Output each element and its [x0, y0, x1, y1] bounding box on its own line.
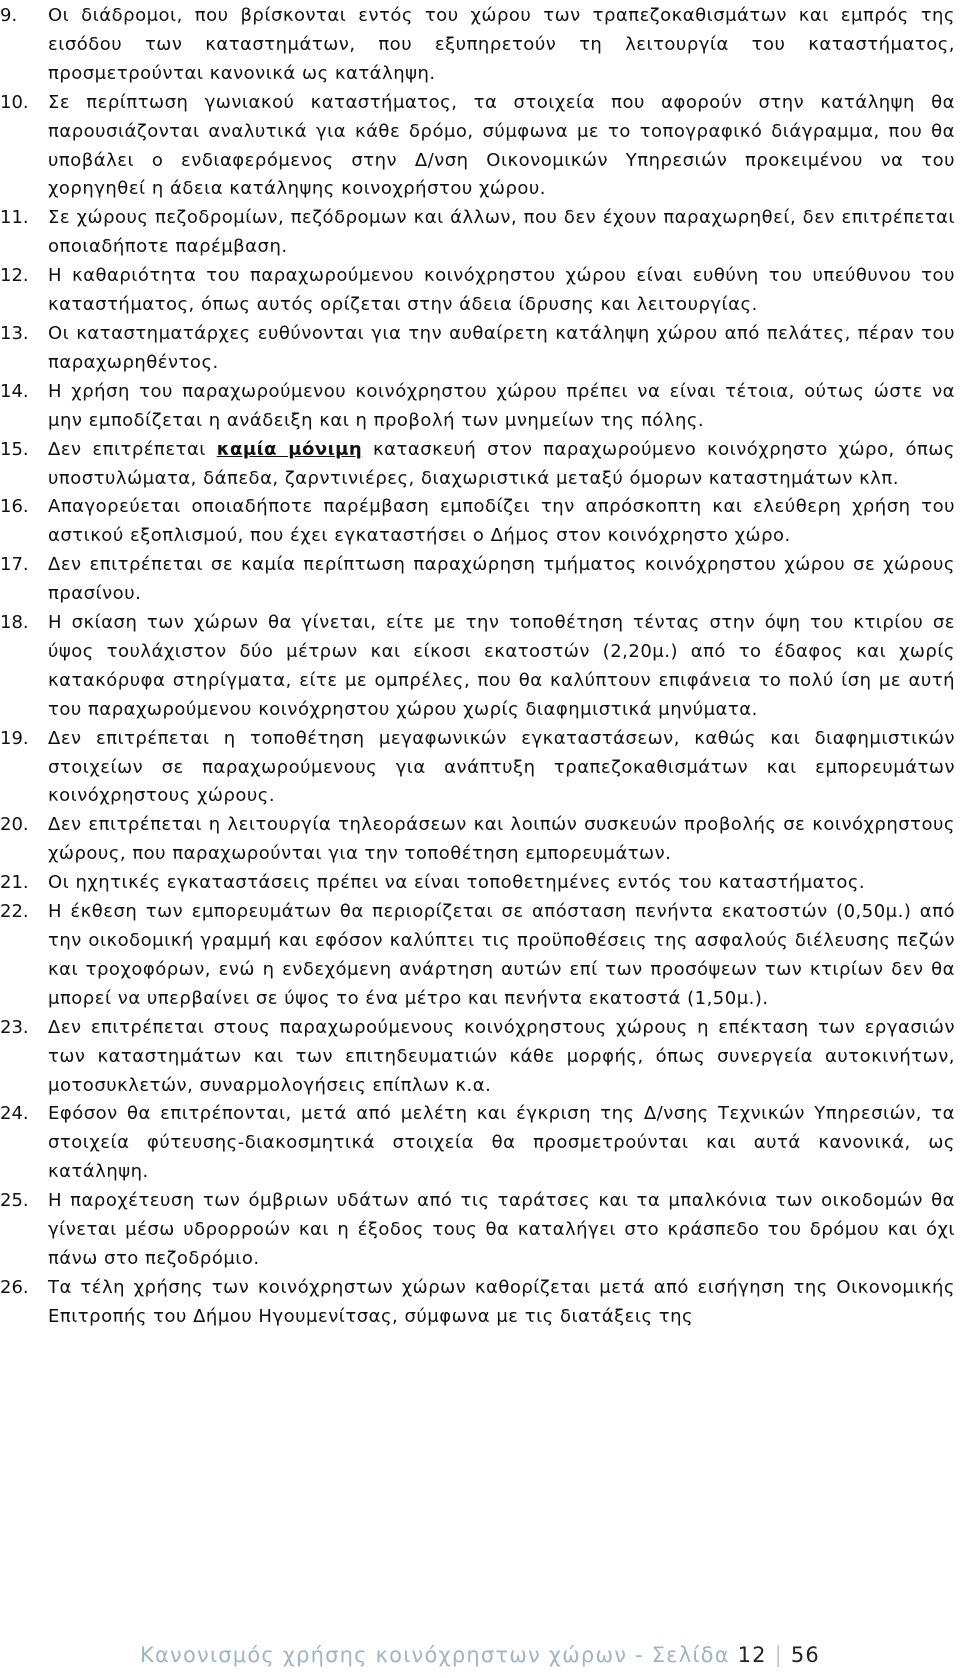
footer-separator: |: [774, 1643, 783, 1667]
list-item: [0, 1274, 955, 1332]
list-item: [0, 725, 955, 812]
item-number: 22.: [0, 901, 29, 923]
item-text: Απαγορεύεται οποιαδήποτε παρέμβαση εμποδίζει την απρόσκοπτη και ελεύθερη χρήση του αστικού εξοπλισμού, που έχει εγκαταστήσει ο Δήμος στον κοινόχρηστο χώρο.: [48, 496, 955, 547]
list-item: [0, 1187, 955, 1274]
item-number: 13.: [0, 322, 29, 344]
item-number: 10.: [0, 91, 29, 113]
item-number: 24.: [0, 1103, 29, 1125]
item-number: 18.: [0, 612, 29, 634]
item-text-before: Δεν επιτρέπεται: [48, 438, 217, 460]
item-number: 16.: [0, 496, 29, 518]
list-item: [0, 2, 955, 89]
list-item: [0, 262, 955, 320]
emphasis-text: καμία μόνιμη: [216, 438, 363, 460]
item-text: Οι ηχητικές εγκαταστάσεις πρέπει να είναι τοποθετημένες εντός του καταστήματος.: [48, 872, 866, 894]
list-item: [0, 1100, 955, 1187]
item-number: 20.: [0, 814, 29, 836]
item-text: Οι καταστηματάρχες ευθύνονται για την αυθαίρετη κατάληψη χώρου από πελάτες, πέραν του παραχωρηθέντος.: [48, 322, 955, 373]
page-footer: [0, 1643, 960, 1667]
item-text: Η καθαριότητα του παραχωρούμενου κοινόχρηστου χώρου είναι ευθύνη του υπεύθυνου του καταστήματος, όπως αυτός ορίζεται στην άδεια ίδρυσης και λειτουργίας.: [48, 265, 955, 316]
item-number: 19.: [0, 727, 29, 749]
footer-label: Κανονισμός χρήσης κοινόχρηστων χώρων - Σελίδα: [140, 1643, 738, 1667]
item-number: 25.: [0, 1190, 29, 1212]
list-item: [0, 436, 955, 494]
list-item: [0, 378, 955, 436]
item-text: Η παροχέτευση των όμβριων υδάτων από τις ταράτσες και τα μπαλκόνια των οικοδομών θα γίνεται μέσω υδρορροών και η έξοδος τους θα καταλήγει στο κράσπεδο του δρόμου και όχι πάνω στο πεζοδρόμιο.: [48, 1190, 955, 1269]
item-text: Η έκθεση των εμπορευμάτων θα περιορίζεται σε απόσταση πενήντα εκατοστών (0,50μ.) από την οικοδομική γραμμή και εφόσον καλύπτει τις προϋποθέσεις της ασφαλούς διέλευσης πεζών και τροχοφόρων, ενώ η ενδεχόμενη ανάρτηση αυτών επί των προσόψεων των κτιρίων δεν θα μπορεί να υπερβαίνει σε ύψος το ένα μέτρο και πενήντα εκατοστά (1,50μ.).: [48, 901, 955, 1009]
item-text: Η χρήση του παραχωρούμενου κοινόχρηστου χώρου πρέπει να είναι τέτοια, ούτως ώστε να μην εμποδίζεται η ανάδειξη και η προβολή των μνημείων της πόλης.: [48, 380, 955, 431]
list-item: [0, 493, 955, 551]
item-number: 12.: [0, 265, 29, 287]
item-number: 11.: [0, 207, 29, 229]
item-number: 26.: [0, 1276, 29, 1298]
item-text: Δεν επιτρέπεται στους παραχωρούμενους κοινόχρηστους χώρους η επέκταση των εργασιών των καταστημάτων και των επιτηδευματιών κάθε μορφής, όπως συνεργεία αυτοκινήτων, μοτοσυκλετών, συναρμολογήσεις επίπλων κ.α.: [48, 1016, 955, 1096]
item-text: Η σκίαση των χώρων θα γίνεται, είτε με την τοποθέτηση τέντας στην όψη του κτιρίου σε ύψος τουλάχιστον δύο μέτρων και είκοσι εκατοστών (2,20μ.) από το έδαφος και χωρίς κατακόρυφα στηρίγματα, είτε με ομπρέλες, που θα καλύπτουν επιφάνεια το πολύ ίση με αυτή του παραχωρούμενου κοινόχρηστου χώρου χωρίς διαφημιστικά μηνύματα.: [48, 612, 955, 720]
item-text: Δεν επιτρέπεται η λειτουργία τηλεοράσεων και λοιπών συσκευών προβολής σε κοινόχρηστους χώρους, που παραχωρούνται για την τοποθέτηση εμπορευμάτων.: [48, 814, 955, 865]
page-total: 56: [790, 1643, 820, 1667]
item-text-after: κατασκευή στον παραχωρούμενο κοινόχρηστο χώρο, όπως υποστυλώματα, δάπεδα, ζαρντινιέρες, διαχωριστικά μεταξύ όμορων καταστημάτων κλπ.: [48, 438, 955, 489]
item-text: Δεν επιτρέπεται σε καμία περίπτωση παραχώρηση τμήματος κοινόχρηστου χώρου σε χώρους πρασίνου.: [48, 554, 955, 605]
item-text: Σε περίπτωση γωνιακού καταστήματος, τα στοιχεία που αφορούν στην κατάληψη θα παρουσιάζονται αναλυτικά για κάθε δρόμο, σύμφωνα με το τοπογραφικό διάγραμμα, που θα υποβάλει ο ενδιαφερόμενος στην Δ/νση Οικονομικών Υπηρεσιών προκειμένου να του χορηγηθεί η άδεια κατάληψης κοινοχρήστου χώρου.: [48, 91, 955, 200]
item-text: Οι διάδρομοι, που βρίσκονται εντός του χώρου των τραπεζοκαθισμάτων και εμπρός της εισόδου των καταστημάτων, που εξυπηρετούν τη λειτουργία του καταστήματος, προσμετρούνται κανονικά ως κατάληψη.: [48, 5, 955, 84]
item-number: 14.: [0, 380, 29, 402]
list-item: [0, 1014, 955, 1101]
rules-list: [0, 2, 955, 1332]
list-item: [0, 320, 955, 378]
item-text: Εφόσον θα επιτρέπονται, μετά από μελέτη και έγκριση της Δ/νσης Τεχνικών Υπηρεσιών, τα στοιχεία φύτευσης-διακοσμητικά στοιχεία θα προσμετρούνται και αυτά κανονικά, ως κατάληψη.: [48, 1103, 955, 1183]
list-item: [0, 609, 955, 725]
item-text: [48, 436, 955, 494]
item-text: Τα τέλη χρήσης των κοινόχρηστων χώρων καθορίζεται μετά από εισήγηση της Οικονομικής Επιτροπής του Δήμου Ηγουμενίτσας, σύμφωνα με τις διατάξεις της: [48, 1276, 955, 1327]
list-item: [0, 89, 955, 205]
list-item: [0, 898, 955, 1014]
list-item: [0, 869, 955, 898]
item-number: 17.: [0, 554, 29, 576]
item-text: Σε χώρους πεζοδρομίων, πεζόδρομων και άλλων, που δεν έχουν παραχωρηθεί, δεν επιτρέπεται οποιαδήποτε παρέμβαση.: [48, 207, 955, 258]
item-number: 21.: [0, 872, 29, 894]
item-number: 9.: [0, 5, 18, 26]
item-text: Δεν επιτρέπεται η τοποθέτηση μεγαφωνικών εγκαταστάσεων, καθώς και διαφημιστικών στοιχείων σε παραχωρούμενους για ανάπτυξη τραπεζοκαθισμάτων και εμπορευμάτων κοινόχρηστους χώρους.: [48, 727, 955, 807]
item-number: 15.: [0, 438, 29, 460]
list-item: [0, 811, 955, 869]
page-number: 12: [737, 1643, 767, 1667]
list-item: [0, 551, 955, 609]
list-item: [0, 204, 955, 262]
item-number: 23.: [0, 1016, 29, 1038]
